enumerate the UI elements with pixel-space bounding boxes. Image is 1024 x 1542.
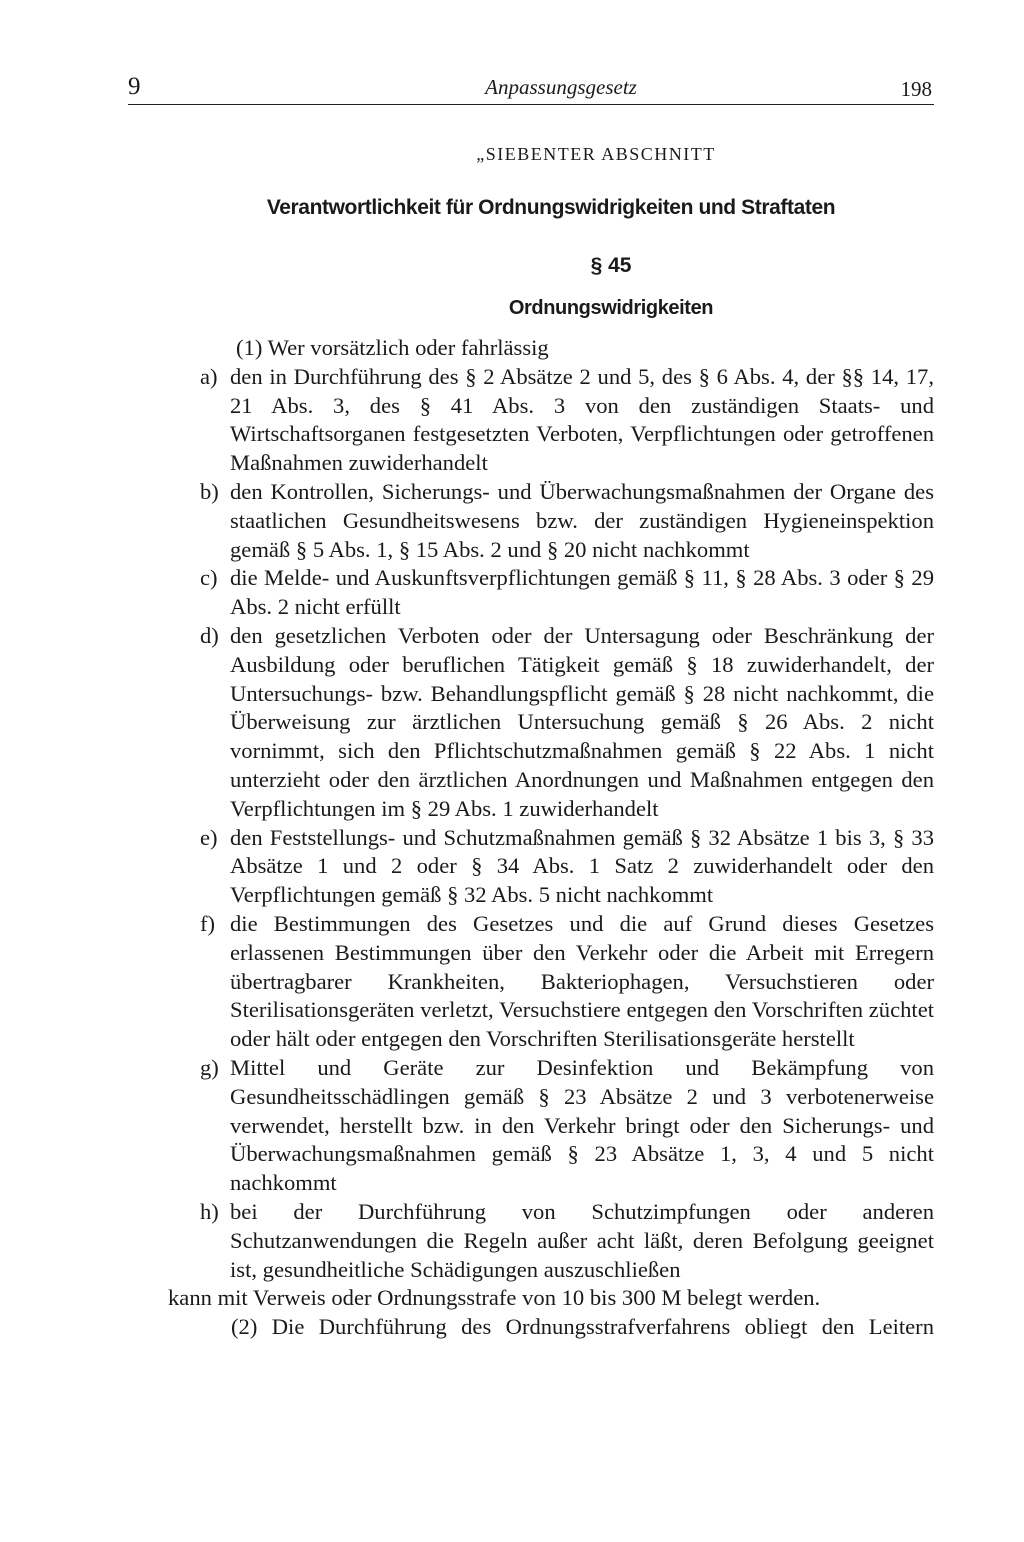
item-letter: h) [200,1198,219,1224]
list-item [168,363,934,478]
item-text: den gesetzlichen Verboten oder der Untersagung oder Beschränkung der Ausbildung oder beruflichen Tätigkeit gemäß § 18 zuwiderhandelt, der Untersuchungs- bzw. Behandlungspflicht gemäß § 28 nicht nachkommt, die Überweisung zur ärztlichen Untersuchung gemäß § 26 Abs. 2 nicht vornimmt, sich den Pflichtschutzmaßnahmen gemäß § 22 Abs. 1 nicht unterzieht oder den ärztlichen Anordnungen und Maßnahmen entgegen den Verpflichtungen im § 29 Abs. 1 zuwiderhandelt [230,622,934,821]
paragraph-2-start: (2) Die Durchführung des Ordnungsstrafverfahrens obliegt den Leitern [231,1314,934,1340]
item-letter: c) [200,565,218,591]
running-head [128,72,934,102]
list-item [168,910,934,1054]
running-title: Anpassungsgesetz [485,75,637,99]
list-item [168,622,934,824]
list-item [168,564,934,622]
intro-line: (1) Wer vorsätzlich oder fahrlässig [236,335,549,360]
item-letter: g) [200,1054,219,1080]
list-item [168,824,934,910]
item-letter: b) [200,478,219,504]
header-rule [128,104,934,105]
paragraph-title: Ordnungswidrigkeiten [508,297,714,319]
item-text: die Bestimmungen des Gesetzes und die auf Grund dieses Gesetzes erlassenen Bestimmungen über den Verkehr oder die Arbeit mit Erregern übertragbarer Krankheiten, Bakteriophagen, Versuchstieren oder Sterilisationsgeräten verletzt, Versuchstiere entgegen den Vorschriften züchtet oder hält oder entgegen den Vorschriften Sterilisationsgeräte herstellt [230,910,934,1052]
list-item [168,1054,934,1198]
item-letter: e) [200,824,218,850]
item-letter: f) [200,910,216,936]
item-text: den in Durchführung des § 2 Absätze 2 und 5, des § 6 Abs. 4, der §§ 14, 17, 21 Abs. 3, des § 41 Abs. 3 von den zuständigen Staats- und Wirtschaftsorganen festgesetzten Verboten, Verpflichtungen oder getroffenen Maßnahmen zuwiderhandelt [230,363,934,476]
chapter-number: 9 [128,73,141,100]
list-item [168,478,934,564]
section-label: „SIEBENTER ABSCHNITT [476,144,716,164]
item-text: Mittel und Geräte zur Desinfektion und Bekämpfung von Gesundheitsschädlingen gemäß § 23 Absätze 2 und 3 verbotenerweise verwendet, herstellt bzw. in den Verkehr bringt oder den Sicherungs- und Überwachungsmaßnahmen gemäß § 23 Absätze 1, 3, 4 und 5 nicht nachkommt [230,1054,934,1196]
item-text: bei der Durchführung von Schutzimpfungen oder anderen Schutzanwendungen die Regeln außer acht läßt, deren Befolgung geeignet ist, gesundheitliche Schädigungen auszuschließen [230,1198,934,1282]
closing-sentence: kann mit Verweis oder Ordnungsstrafe von 10 bis 300 M belegt werden. [168,1285,821,1311]
paragraph-sign: § 45 [590,254,632,277]
item-text: die Melde- und Auskunftsverpflichtungen gemäß § 11, § 28 Abs. 3 oder § 29 Abs. 2 nicht erfüllt [230,565,934,620]
chapter-title: Verantwortlichkeit für Ordnungswidrigkeiten und Straftaten [266,196,836,219]
item-letter: d) [200,622,219,648]
body-text [168,334,934,1342]
item-text: den Kontrollen, Sicherungs- und Überwachungsmaßnahmen der Organe des staatlichen Gesundheitswesens bzw. der zuständigen Hygieneinspektion gemäß § 5 Abs. 1, § 15 Abs. 2 und § 20 nicht nachkommt [230,478,934,562]
page-number: 198 [900,77,932,101]
item-letter: a) [200,363,218,389]
list-item [168,1198,934,1284]
item-text: den Feststellungs- und Schutzmaßnahmen gemäß § 32 Absätze 1 bis 3, § 33 Absätze 1 und 2 oder § 34 Abs. 1 Satz 2 zuwiderhandelt oder den Verpflichtungen gemäß § 32 Abs. 5 nicht nachkommt [230,824,934,908]
